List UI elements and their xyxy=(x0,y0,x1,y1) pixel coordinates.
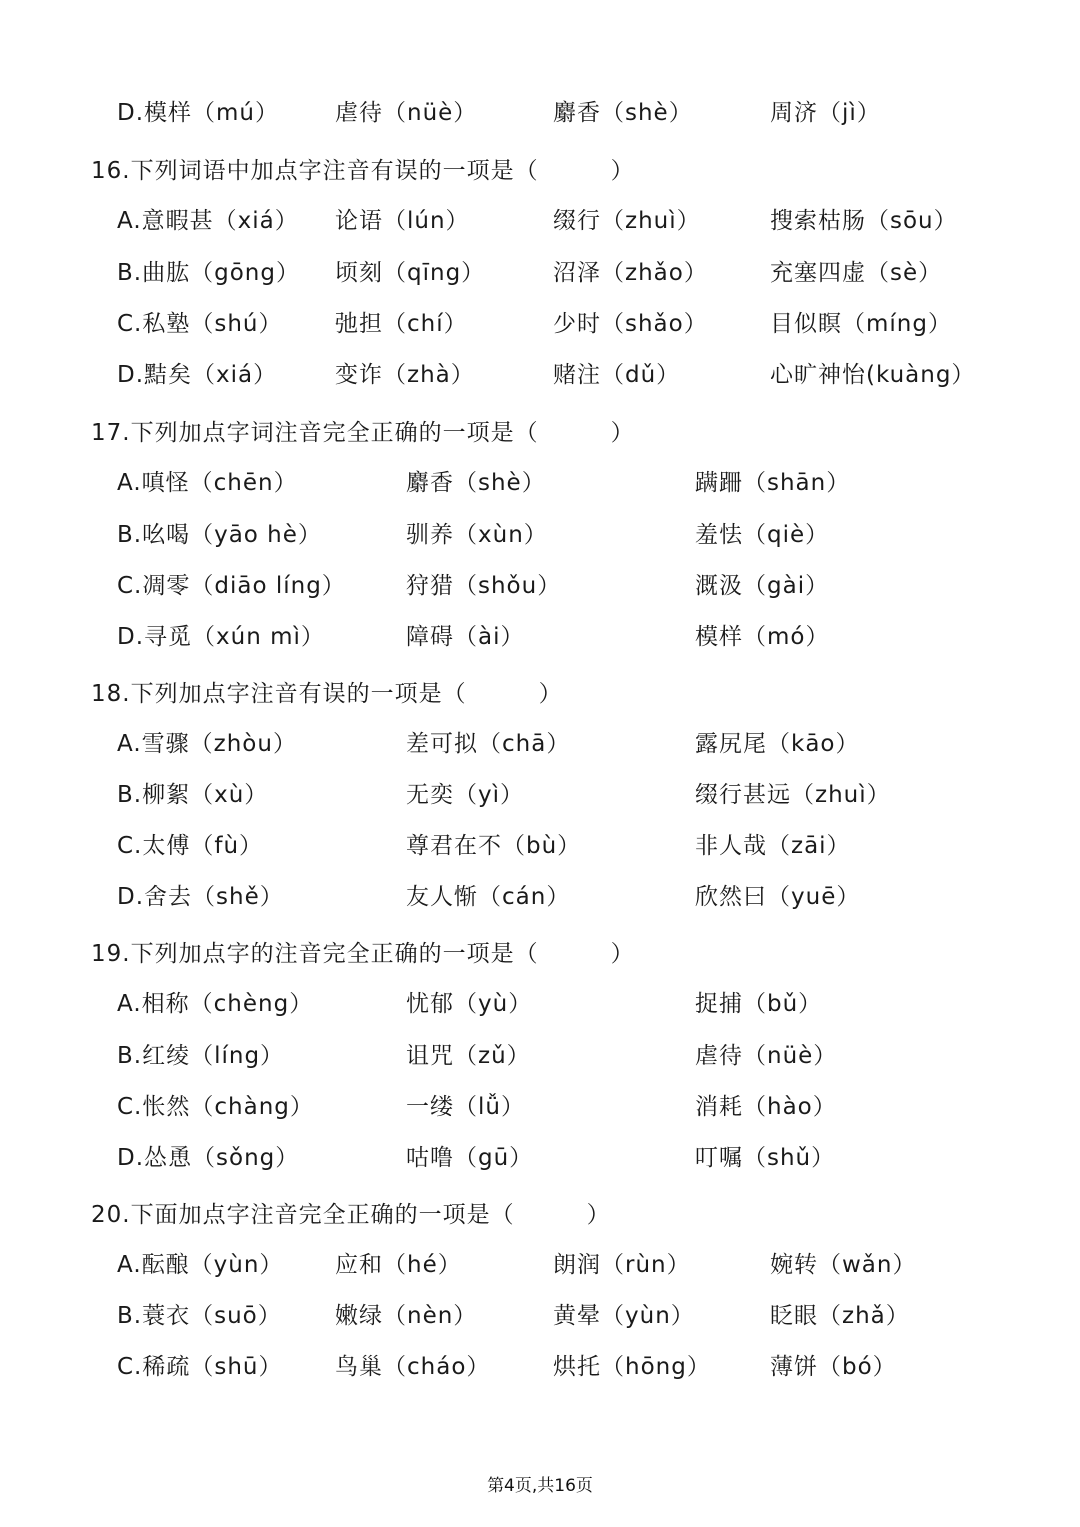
q16-a-3: 缀行（zhuì） xyxy=(553,208,701,234)
q16-b-3: 沼泽（zhǎo） xyxy=(553,260,708,286)
q19-c-3: 消耗（hào） xyxy=(695,1094,837,1120)
q20-c-1: C.稀疏（shū） xyxy=(117,1354,283,1380)
q15-option-d-2: 虐待（nüè） xyxy=(335,100,478,126)
q19-c-2: 一缕（lǚ） xyxy=(406,1094,525,1120)
q20-a-3: 朗润（rùn） xyxy=(553,1252,691,1278)
q16-a-2: 论语（lún） xyxy=(335,208,470,234)
q19-a-1: A.相称（chèng） xyxy=(117,991,314,1017)
q16-d-2: 变诈（zhà） xyxy=(335,362,475,388)
q17-c-3: 溉汲（gài） xyxy=(695,573,830,599)
q16-c-3: 少时（shǎo） xyxy=(553,311,708,337)
q20-a-2: 应和（hé） xyxy=(335,1252,462,1278)
q19-c-1: C.怅然（chàng） xyxy=(117,1094,314,1120)
q20-c-2: 鸟巢（cháo） xyxy=(335,1354,491,1380)
q18-d-3: 欣然曰（yuē） xyxy=(695,884,861,910)
q16-b-1: B.曲肱（gōng） xyxy=(117,260,300,286)
question-16-stem: 16.下列词语中加点字注音有误的一项是（ ） xyxy=(91,158,635,184)
q18-c-3: 非人哉（zāi） xyxy=(695,833,851,859)
q18-d-2: 友人惭（cán） xyxy=(406,884,571,910)
q19-b-2: 诅咒（zǔ） xyxy=(406,1043,531,1069)
q20-b-3: 黄晕（yùn） xyxy=(553,1303,695,1329)
q16-b-2: 顷刻（qīng） xyxy=(335,260,486,286)
q18-d-1: D.舍去（shě） xyxy=(117,884,284,910)
question-18-stem: 18.下列加点字注音有误的一项是（ ） xyxy=(91,681,563,707)
q17-c-1: C.凋零（diāo líng） xyxy=(117,573,346,599)
q20-a-1: A.酝酿（yùn） xyxy=(117,1252,284,1278)
question-20-stem: 20.下面加点字注音完全正确的一项是（ ） xyxy=(91,1202,611,1228)
q18-b-1: B.柳絮（xù） xyxy=(117,782,269,808)
q16-c-1: C.私塾（shú） xyxy=(117,311,283,337)
question-19-stem: 19.下列加点字的注音完全正确的一项是（ ） xyxy=(91,941,635,967)
q17-b-1: B.吆喝（yāo hè） xyxy=(117,522,322,548)
q15-option-d-1: D.模样（mú） xyxy=(117,100,280,126)
q16-d-3: 赌注（dǔ） xyxy=(553,362,681,388)
q18-b-2: 无奕（yì） xyxy=(406,782,525,808)
q17-c-2: 狩猎（shǒu） xyxy=(406,573,562,599)
q19-d-1: D.怂恿（sǒng） xyxy=(117,1145,300,1171)
q17-a-2: 麝香（shè） xyxy=(406,470,546,496)
page-number-footer: 第4页,共16页 xyxy=(487,1476,593,1496)
q19-b-1: B.红绫（líng） xyxy=(117,1043,285,1069)
q19-a-2: 忧郁（yù） xyxy=(406,991,533,1017)
q17-a-3: 蹒跚（shān） xyxy=(695,470,851,496)
q17-b-3: 羞怯（qiè） xyxy=(695,522,830,548)
q19-a-3: 捉捕（bǔ） xyxy=(695,991,823,1017)
q17-a-1: A.嗔怪（chēn） xyxy=(117,470,298,496)
q17-d-2: 障碍（ài） xyxy=(406,624,525,650)
q18-a-1: A.雪骤（zhòu） xyxy=(117,731,297,757)
q20-a-4: 婉转（wǎn） xyxy=(770,1252,917,1278)
q17-b-2: 驯养（xùn） xyxy=(406,522,548,548)
q18-c-2: 尊君在不（bù） xyxy=(406,833,582,859)
q20-b-1: B.蓑衣（suō） xyxy=(117,1303,282,1329)
q16-b-4: 充塞四虚（sè） xyxy=(770,260,943,286)
q15-option-d-4: 周济（jì） xyxy=(770,100,881,126)
q18-b-3: 缀行甚远（zhuì） xyxy=(695,782,891,808)
q16-c-2: 弛担（chí） xyxy=(335,311,468,337)
q18-a-3: 露尻尾（kāo） xyxy=(695,731,860,757)
q15-option-d-3: 麝香（shè） xyxy=(553,100,693,126)
q20-b-2: 嫩绿（nèn） xyxy=(335,1303,478,1329)
q16-c-4: 目似瞑（míng） xyxy=(770,311,952,337)
q19-d-2: 咕噜（gū） xyxy=(406,1145,534,1171)
q17-d-1: D.寻觅（xún mì） xyxy=(117,624,325,650)
q16-a-4: 搜索枯肠（sōu） xyxy=(770,208,958,234)
question-17-stem: 17.下列加点字词注音完全正确的一项是（ ） xyxy=(91,420,635,446)
q20-c-4: 薄饼（bó） xyxy=(770,1354,897,1380)
q19-d-3: 叮嘱（shǔ） xyxy=(695,1145,836,1171)
q17-d-3: 模样（mó） xyxy=(695,624,830,650)
q20-c-3: 烘托（hōng） xyxy=(553,1354,711,1380)
q20-b-4: 眨眼（zhǎ） xyxy=(770,1303,910,1329)
q16-d-4: 心旷神怡(kuàng） xyxy=(770,362,976,388)
q16-d-1: D.黠矣（xiá） xyxy=(117,362,278,388)
q16-a-1: A.意暇甚（xiá） xyxy=(117,208,299,234)
q18-a-2: 差可拟（chā） xyxy=(406,731,571,757)
q19-b-3: 虐待（nüè） xyxy=(695,1043,838,1069)
q18-c-1: C.太傅（fù） xyxy=(117,833,264,859)
